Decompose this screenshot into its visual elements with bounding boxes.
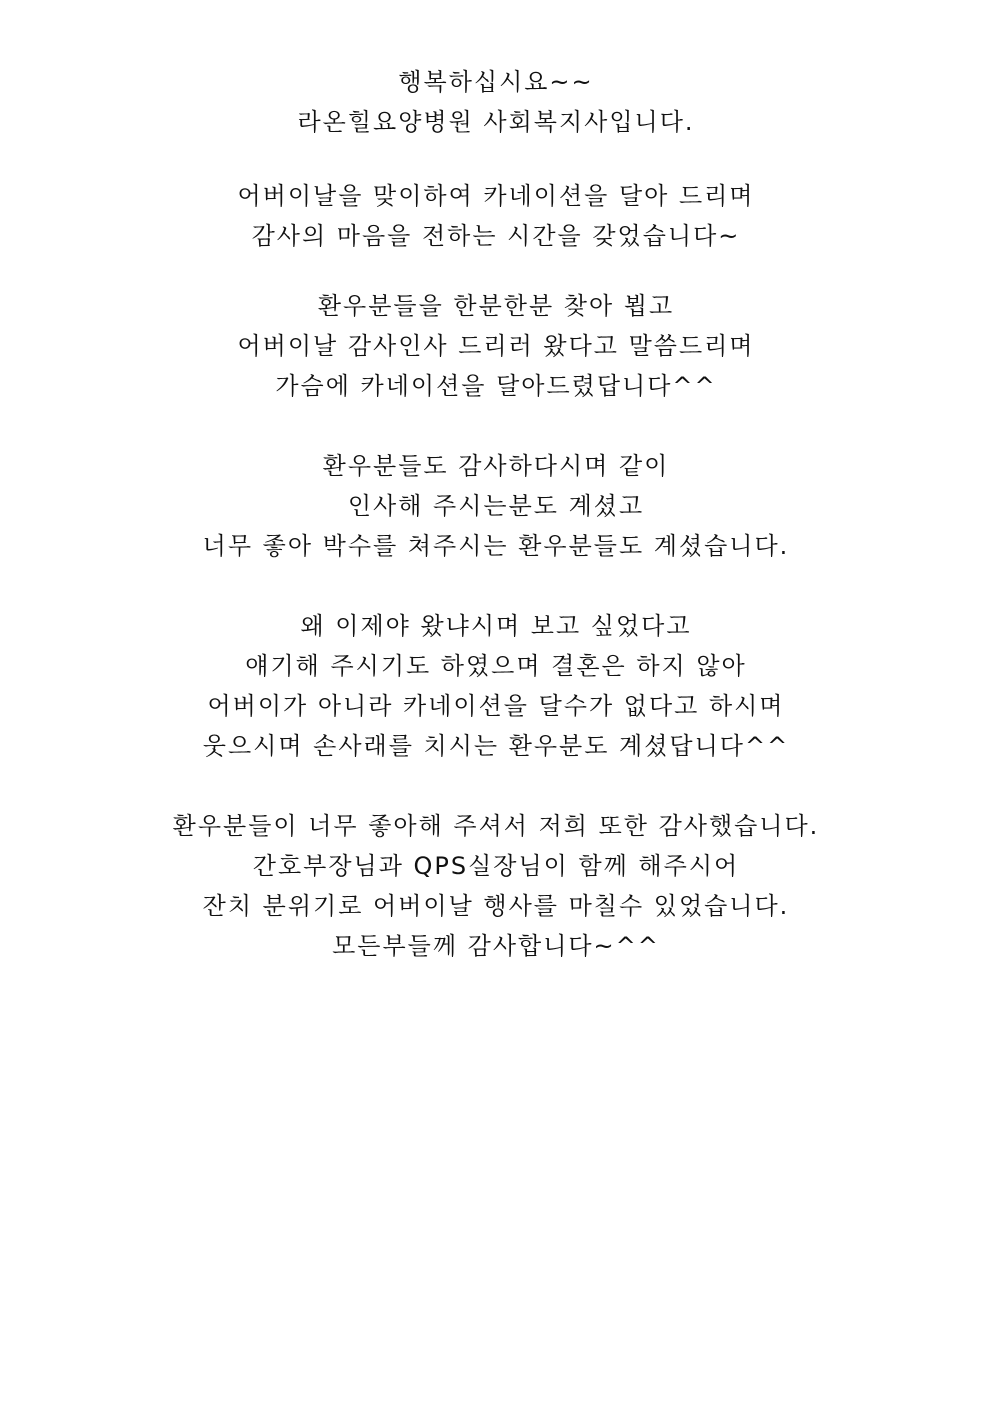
text-line: 감사의 마음을 전하는 시간을 갖었습니다~ [251, 222, 741, 250]
letter-body [0, 62, 992, 966]
text-line: 환우분들도 감사하다시며 같이 [322, 452, 670, 480]
text-line: 모든부들께 감사합니다~^^ [332, 932, 660, 960]
text-line: 얘기해 주시기도 하였으며 결혼은 하지 않아 [245, 652, 747, 680]
text-line: 환우분들이 너무 좋아해 주셔서 저희 또한 감사했습니다. [172, 812, 820, 840]
text-line: 인사해 주시는분도 계셨고 [347, 492, 645, 520]
text-line: 왜 이제야 왔냐시며 보고 싶었다고 [300, 612, 692, 640]
visit-paragraph [0, 286, 992, 406]
closing-paragraph [0, 806, 992, 966]
text-line: 어버이날 감사인사 드리러 왔다고 말씀드리며 [237, 332, 755, 360]
text-line: 어버이가 아니라 카네이션을 달수가 없다고 하시며 [207, 692, 785, 720]
text-line: 행복하십시요~~ [398, 68, 594, 96]
text-line: 잔치 분위기로 어버이날 행사를 마칠수 있었습니다. [202, 892, 790, 920]
text-line: 가슴에 카네이션을 달아드렸답니다^^ [275, 372, 717, 400]
text-line: 어버이날을 맞이하여 카네이션을 달아 드리며 [237, 182, 755, 210]
text-line: 환우분들을 한분한분 찾아 뵙고 [317, 292, 675, 320]
intro-paragraph [0, 176, 992, 256]
greeting-paragraph [0, 62, 992, 142]
text-line: 웃으시며 손사래를 치시는 환우분도 계셨답니다^^ [202, 732, 790, 760]
text-line: 너무 좋아 박수를 쳐주시는 환우분들도 계셨습니다. [202, 532, 790, 560]
anecdote-paragraph [0, 606, 992, 766]
text-line: 라온힐요양병원 사회복지사입니다. [297, 108, 695, 136]
text-line: 간호부장님과 QPS실장님이 함께 해주시어 [252, 852, 740, 880]
reaction-paragraph [0, 446, 992, 566]
